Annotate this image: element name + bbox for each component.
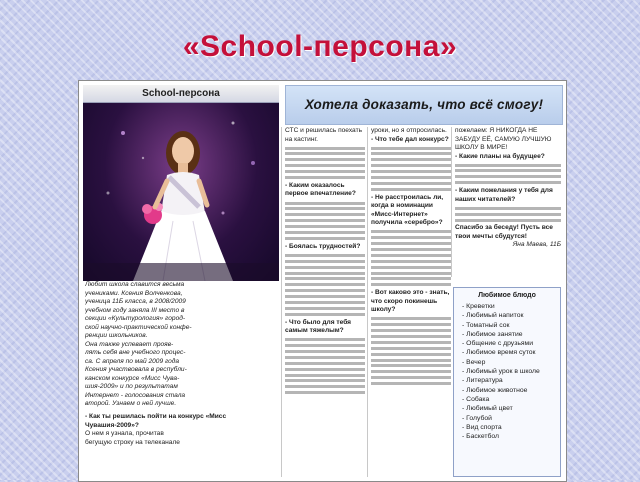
- favorites-item: - Любимое занятие: [462, 330, 560, 339]
- favorites-item: - Любимый цвет: [462, 404, 560, 413]
- portrait-photo: [83, 103, 279, 281]
- interview-question: - Боялась трудностей?: [285, 242, 361, 250]
- caption-line: канском конкурсе «Мисс Чува-: [85, 374, 180, 382]
- caption-line: второй. Узнаем о ней лучше.: [85, 400, 177, 407]
- article-text-block: [371, 317, 451, 385]
- interview-question: - Что тебе дал конкурс?: [371, 135, 449, 143]
- favorites-item: - Любимый урок в школе: [462, 367, 560, 376]
- interview-question: - Какие планы на будущее?: [455, 152, 545, 160]
- interview-question: - Каким оказалось первое впечатление?: [285, 181, 356, 198]
- article-byline: Яна Маева, 11Б: [512, 241, 561, 249]
- column-divider: [367, 127, 368, 477]
- interview-question: - Вот каково это - знать, что скоро покинешь школу?: [371, 289, 450, 314]
- article-column-3: [371, 127, 451, 388]
- section-label: School-персона: [83, 85, 279, 103]
- favorites-item: - Общение с друзьями: [462, 339, 560, 348]
- column-divider: [281, 127, 282, 477]
- caption-line: ской научно-практической конфе-: [85, 323, 192, 331]
- article-text-block: [285, 338, 365, 394]
- favorites-item: - Вечер: [462, 358, 560, 367]
- article-line: уроки, но я отпросилась.: [371, 127, 447, 134]
- slide-title: «School-персона»: [182, 30, 458, 63]
- article-text-block: [371, 147, 451, 191]
- caption-line: Она также успевает прояв-: [85, 340, 174, 348]
- portrait-illustration: [83, 103, 279, 281]
- article-column-1: [85, 413, 275, 447]
- article-line: СТС и решилась поехать на кастинг.: [285, 127, 363, 143]
- interview-question: - Каким пожелания у тебя для наших читателей?: [455, 187, 553, 203]
- interview-question: - Как ты решилась пойти на конкурс «Мисс Чувашия-2009»?: [85, 413, 227, 429]
- favorites-item: - Креветки: [462, 302, 560, 311]
- caption-line: лять себя вне учебного процес-: [85, 349, 186, 356]
- caption-line: Ксения участвовала в республи-: [85, 366, 187, 373]
- caption-line: Любит школа славится весьма: [85, 281, 185, 288]
- caption-line: секции «Культурология» город-: [85, 315, 186, 322]
- article-line: О нем я узнала, прочитав: [85, 430, 164, 437]
- article-line: бегущую строку на телеканале: [85, 438, 180, 446]
- article-headline: Хотела доказать, что всё смогу!: [285, 85, 563, 125]
- article-text-block: [455, 164, 561, 185]
- caption-line: са. С апреля по май 2009 года: [85, 357, 180, 365]
- article-text-block: [455, 207, 561, 222]
- article-text-block: [285, 254, 365, 316]
- favorites-box: [453, 287, 561, 477]
- article-text-block: [285, 202, 365, 240]
- favorites-title: Любимое блюдо: [478, 292, 536, 299]
- article-text-block: [371, 230, 451, 286]
- favorites-item: - Вид спорта: [462, 423, 560, 432]
- favorites-item: - Литература: [462, 376, 560, 385]
- caption-line: Интернет - голосования стала: [85, 391, 186, 399]
- favorites-item: - Любимое время суток: [462, 348, 560, 357]
- favorites-item: - Собака: [462, 395, 560, 404]
- caption-line: учебном году заняла III место в: [85, 306, 185, 314]
- article-column-2: [285, 127, 365, 397]
- caption-line: шия-2009» и по результатам: [85, 383, 178, 390]
- caption-line: ученица 11Б класса, в 2008/2009: [85, 298, 186, 305]
- column-divider: [451, 127, 452, 277]
- interview-question: - Что было для тебя самым тяжелым?: [285, 318, 352, 335]
- favorites-item: - Любимое животное: [462, 386, 560, 395]
- caption-line: учениками. Ксения Волченкова,: [85, 289, 183, 297]
- favorites-list: [462, 302, 560, 441]
- favorites-item: - Голубой: [462, 414, 560, 423]
- interview-question: - Не расстроилась ли, когда в номинации «Мисс-Интернет» получила «серебро»?: [371, 193, 444, 227]
- favorites-item: - Баскетбол: [462, 432, 560, 441]
- article-line: пожелаем: Я НИКОГДА НЕ ЗАБУДУ ЕЁ, САМУЮ ЛУЧШУЮ ШКОЛУ В МИРЕ!: [455, 127, 552, 151]
- interview-closing: Спасибо за беседу! Пусть все твои мечты сбудутся!: [455, 224, 553, 240]
- favorites-item: - Любимый напиток: [462, 311, 560, 320]
- article-column-4: [455, 127, 561, 250]
- favorites-item: - Томатный сок: [462, 321, 560, 330]
- caption-line: ренции школьников.: [85, 332, 148, 339]
- photo-caption: [85, 281, 275, 409]
- newspaper-clipping: [78, 80, 567, 482]
- article-text-block: [285, 147, 365, 179]
